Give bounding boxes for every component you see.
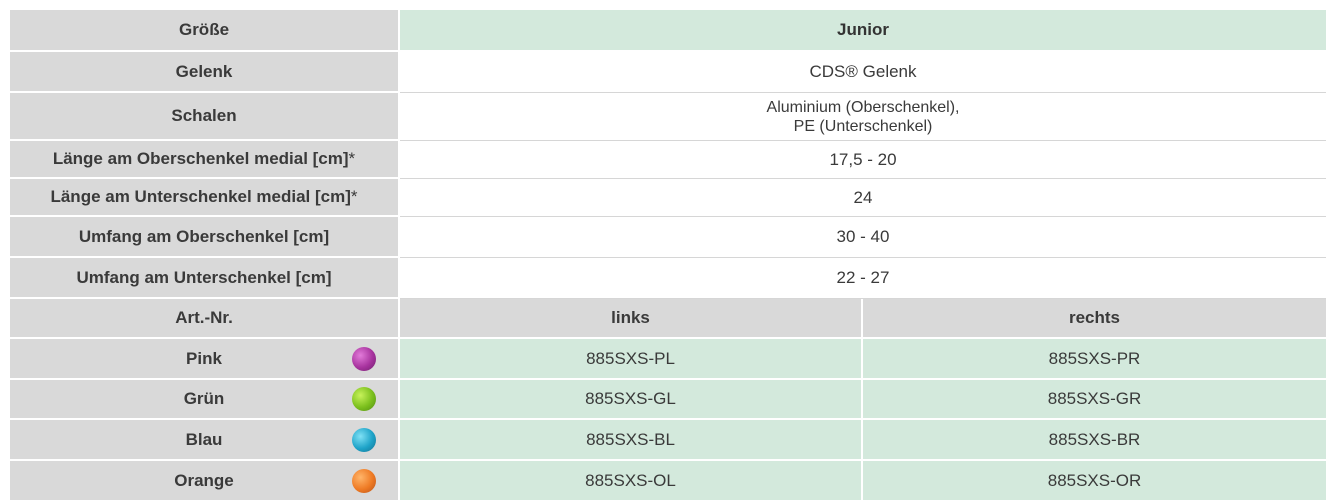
color-cell-gruen <box>10 380 400 420</box>
label-length-shank-text: Länge am Unterschenkel medial [cm] <box>50 187 351 206</box>
orange-swatch-icon <box>352 469 376 493</box>
label-circ-thigh: Umfang am Oberschenkel [cm] <box>10 217 400 258</box>
row-orange <box>10 461 1326 502</box>
color-label-pink: Pink <box>186 348 222 368</box>
header-right: rechts <box>863 299 1326 339</box>
label-joint: Gelenk <box>10 52 400 93</box>
footnote-marker: * <box>350 187 358 206</box>
spec-table <box>10 10 1326 502</box>
color-label-gruen: Grün <box>183 389 225 408</box>
color-label-orange: Orange <box>174 470 234 490</box>
color-cell-pink <box>10 339 400 380</box>
article-blau-right: 885SXS-BR <box>863 420 1326 461</box>
value-circ-thigh: 30 - 40 <box>400 217 1326 258</box>
color-label-blau: Blau <box>185 429 223 449</box>
row-length-thigh <box>10 141 1326 179</box>
row-circ-shank <box>10 258 1326 299</box>
header-left: links <box>400 299 863 339</box>
article-orange-right: 885SXS-OR <box>863 461 1326 502</box>
row-blau <box>10 420 1326 461</box>
row-gruen <box>10 380 1326 420</box>
article-pink-left: 885SXS-PL <box>400 339 863 380</box>
label-length-shank <box>10 179 400 217</box>
label-article-number: Art.-Nr. <box>10 299 400 339</box>
green-swatch-icon <box>352 387 376 411</box>
value-shells-line1: Aluminium (Oberschenkel), <box>766 98 960 116</box>
row-size <box>10 10 1326 52</box>
blue-swatch-icon <box>352 428 376 452</box>
row-length-shank <box>10 179 1326 217</box>
label-size: Größe <box>10 10 400 52</box>
label-length-thigh <box>10 141 400 179</box>
value-shells <box>400 93 1326 141</box>
article-blau-left: 885SXS-BL <box>400 420 863 461</box>
pink-swatch-icon <box>352 347 376 371</box>
article-pink-right: 885SXS-PR <box>863 339 1326 380</box>
value-length-thigh: 17,5 - 20 <box>400 141 1326 179</box>
value-length-shank: 24 <box>400 179 1326 217</box>
row-shells <box>10 93 1326 141</box>
value-shells-line2: PE (Unterschenkel) <box>793 117 933 135</box>
label-shells: Schalen <box>10 93 400 141</box>
label-length-thigh-text: Länge am Oberschenkel medial [cm] <box>52 149 349 168</box>
article-gruen-left: 885SXS-GL <box>400 380 863 420</box>
row-article-header <box>10 299 1326 339</box>
article-orange-left: 885SXS-OL <box>400 461 863 502</box>
row-pink <box>10 339 1326 380</box>
value-circ-shank: 22 - 27 <box>400 258 1326 299</box>
color-cell-orange <box>10 461 400 502</box>
footnote-marker: * <box>348 149 356 168</box>
row-joint <box>10 52 1326 93</box>
row-circ-thigh <box>10 217 1326 258</box>
label-circ-shank: Umfang am Unterschenkel [cm] <box>10 258 400 299</box>
color-cell-blau <box>10 420 400 461</box>
article-gruen-right: 885SXS-GR <box>863 380 1326 420</box>
value-size: Junior <box>400 10 1326 52</box>
value-joint: CDS® Gelenk <box>400 52 1326 93</box>
